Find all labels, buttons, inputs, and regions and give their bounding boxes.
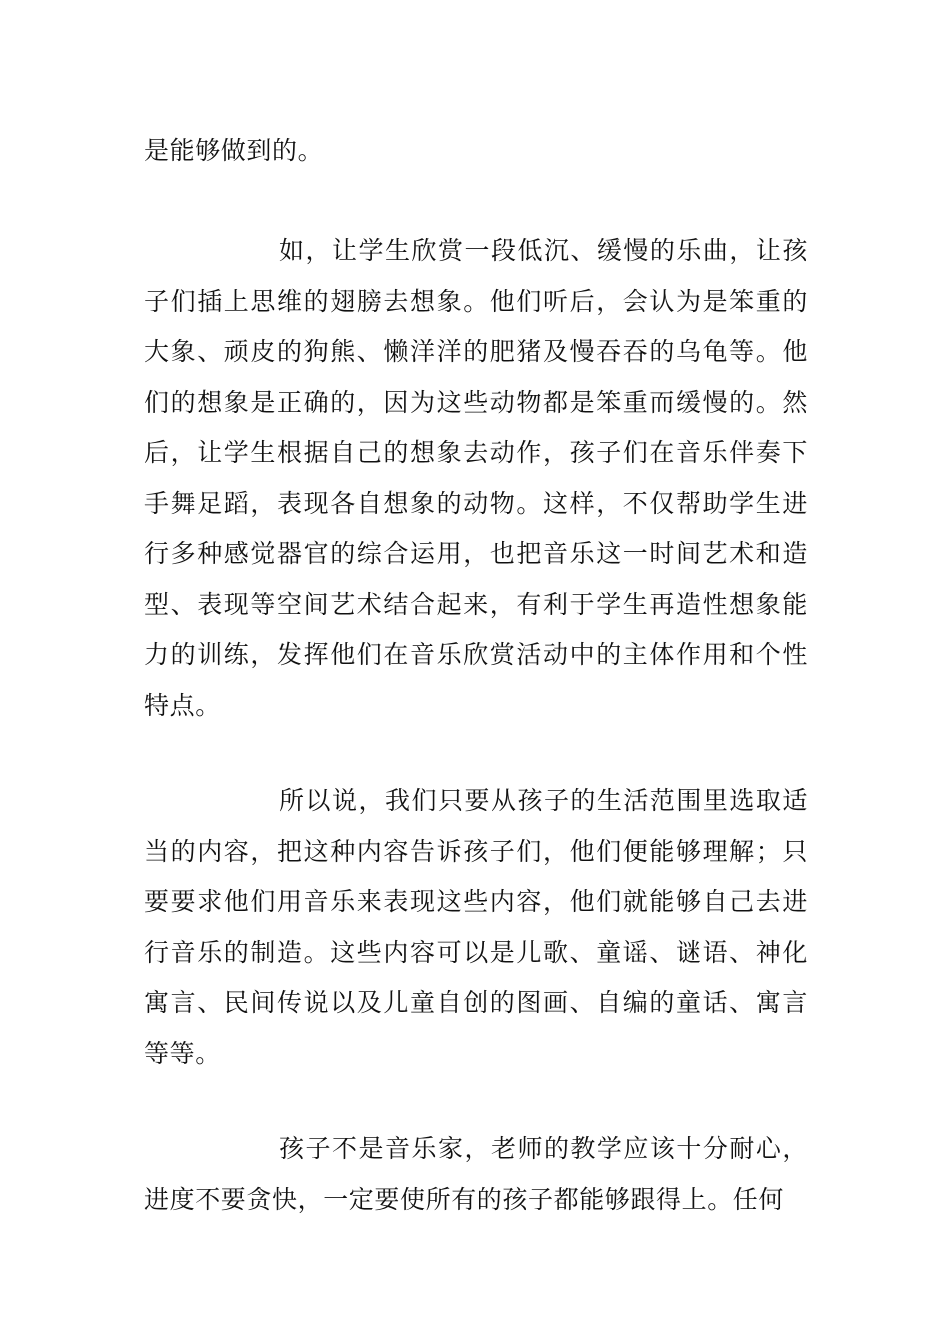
paragraph-content-selection: 所以说，我们只要从孩子的生活范围里选取适当的内容，把这种内容告诉孩子们，他们便能够理解；只要要求他们用音乐来表现这些内容，他们就能够自己去进行音乐的制造。这些内容可以是儿歌、童谣、谜语、神化寓言、民间传说以及儿童自创的图画、自编的童话、寓言等等。 [144,786,808,1068]
paragraph-teacher-patience: 孩子不是音乐家，老师的教学应该十分耐心，进度不要贪快，一定要使所有的孩子都能够跟得上。任何 [144,1134,808,1214]
paragraph-continuation: 是能够做到的。 [144,136,324,165]
paragraph-music-appreciation-example: 如，让学生欣赏一段低沉、缓慢的乐曲，让孩子们插上思维的翅膀去想象。他们听后，会认为是笨重的大象、顽皮的狗熊、懒洋洋的肥猪及慢吞吞的乌龟等。他们的想象是正确的，因为这些动物都是笨重而缓慢的。然后，让学生根据自己的想象去动作，孩子们在音乐伴奏下手舞足蹈，表现各自想象的动物。这样，不仅帮助学生进行多种感觉器官的综合运用，也把音乐这一时间艺术和造型、表现等空间艺术结合起来，有利于学生再造性想象能力的训练，发挥他们在音乐欣赏活动中的主体作用和个性特点。 [144,236,808,720]
